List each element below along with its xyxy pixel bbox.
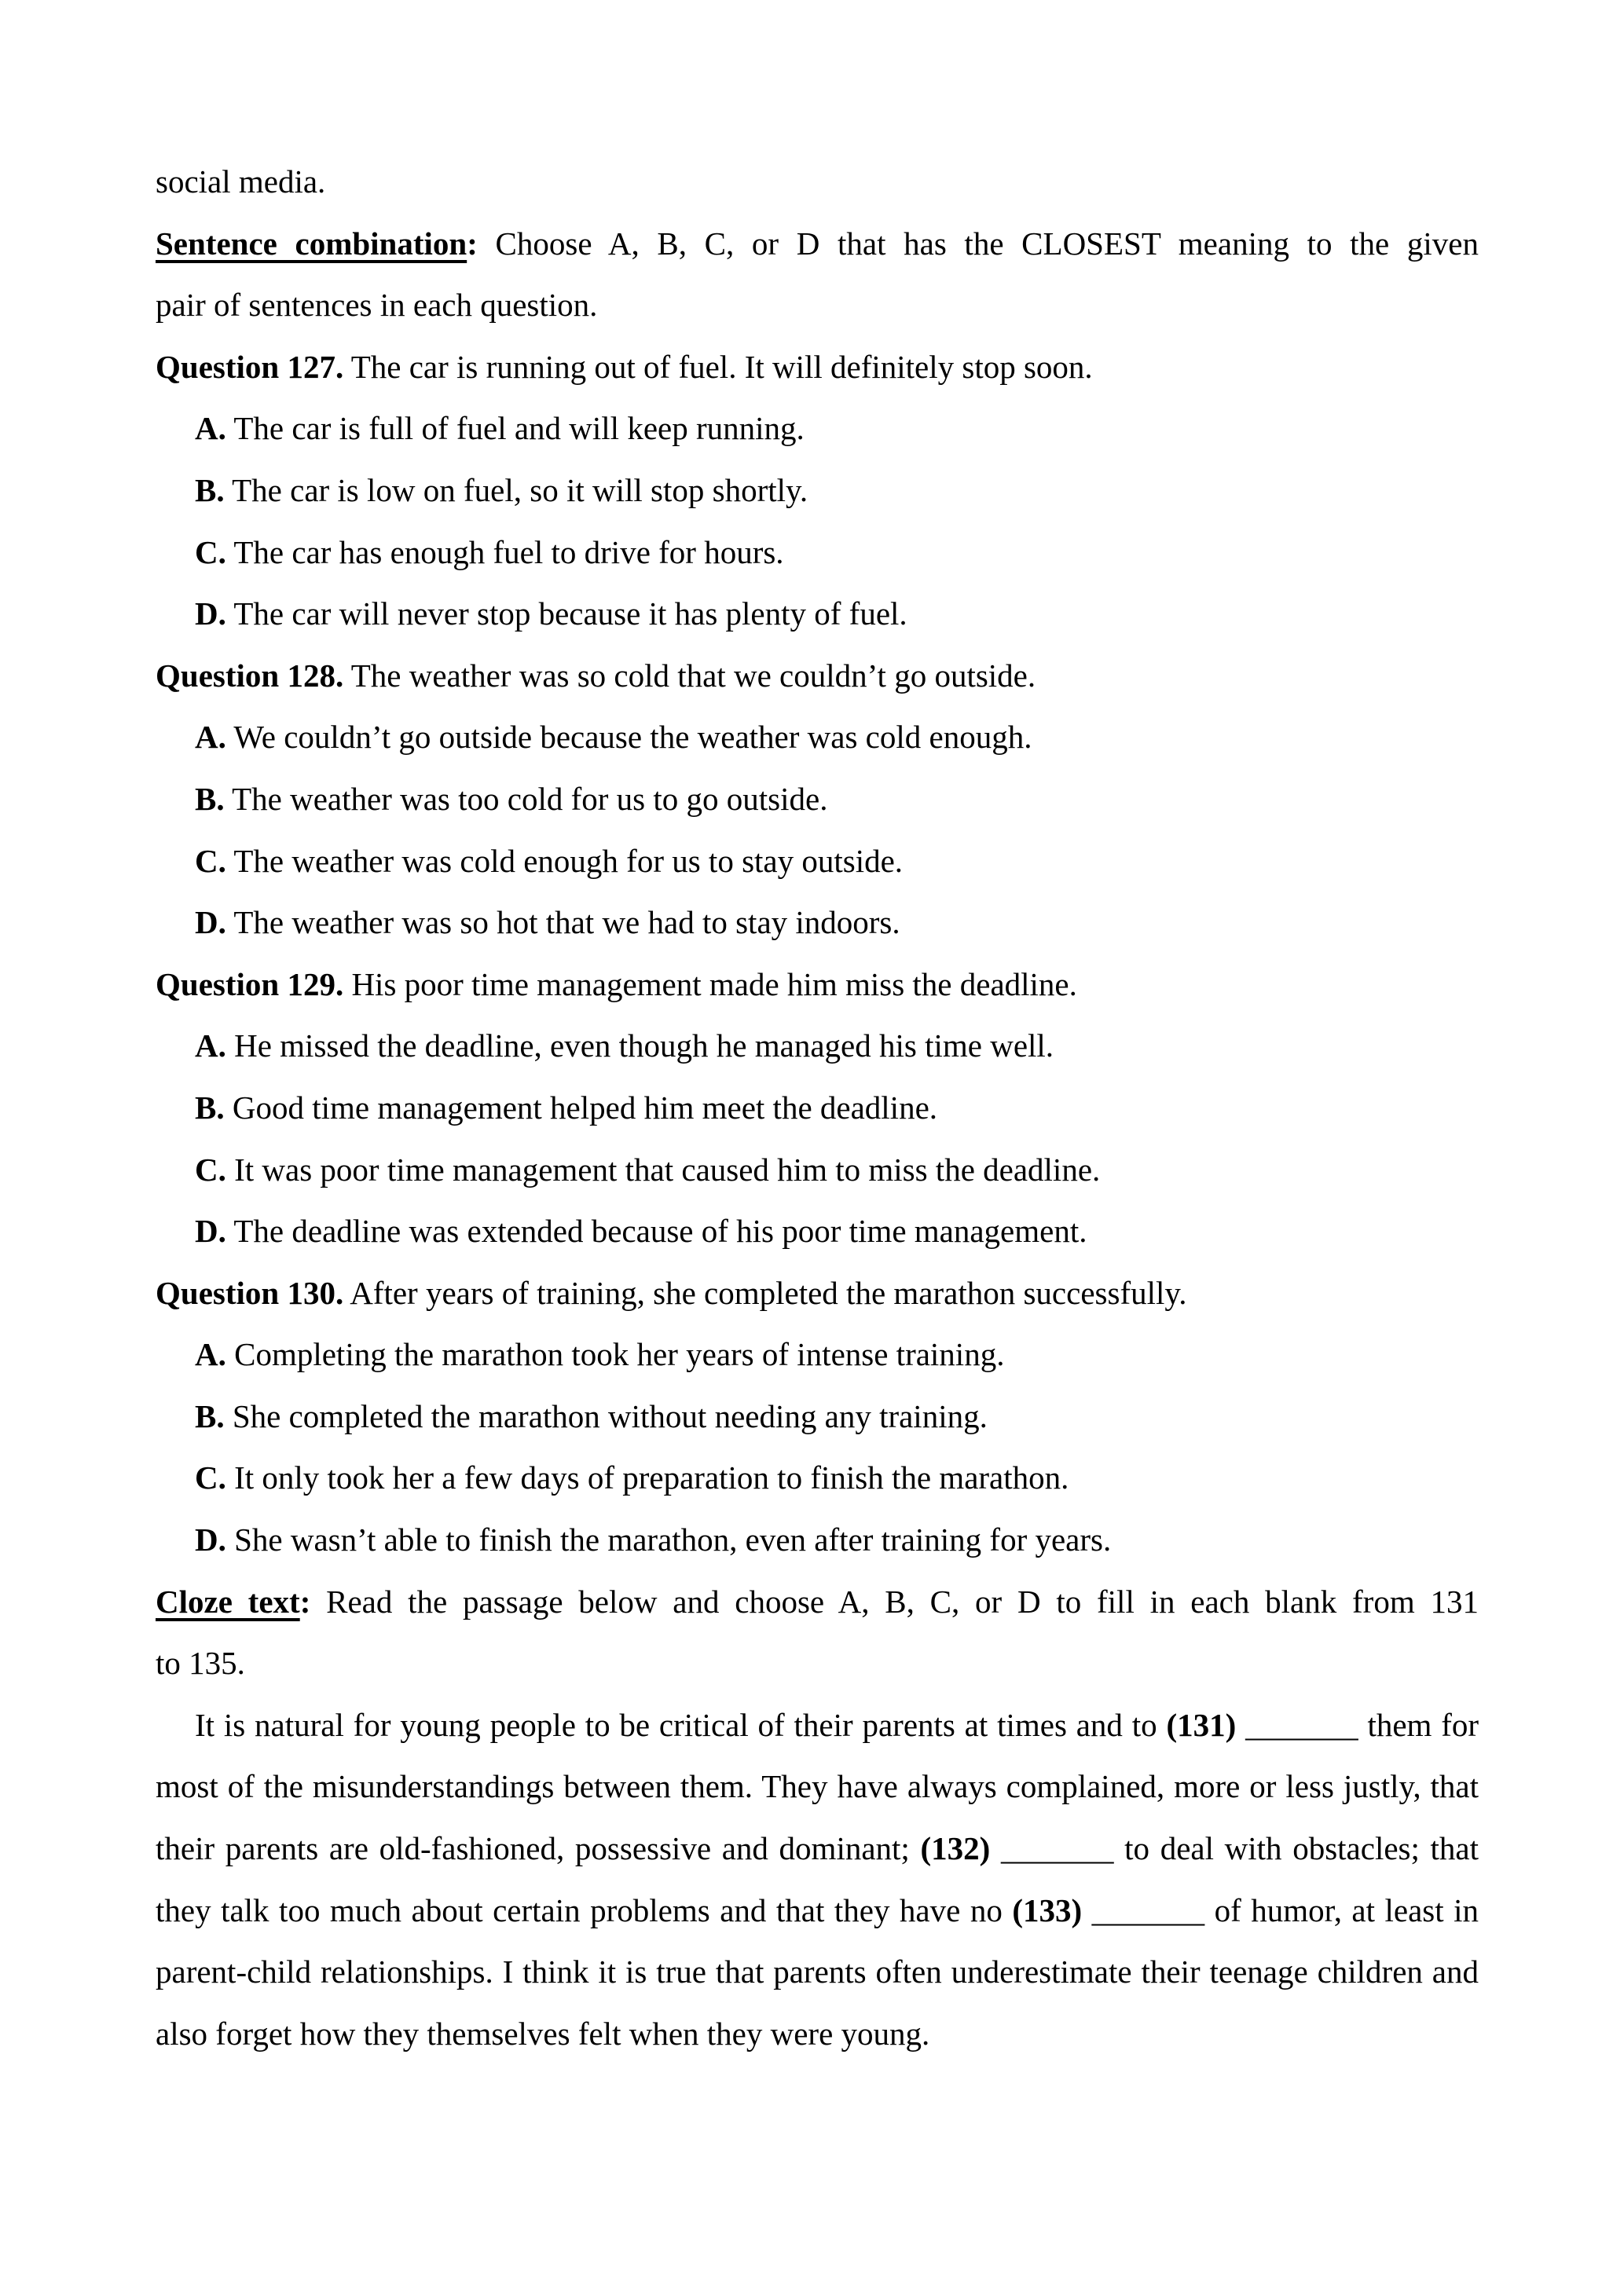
blank-131[interactable]: _______	[1245, 1706, 1358, 1743]
option-text: The weather was so hot that we had to stay indoors.	[233, 904, 900, 941]
option-d[interactable]	[156, 1200, 1479, 1262]
option-text: Completing the marathon took her years of intense training.	[234, 1336, 1005, 1373]
question-stem	[156, 954, 1479, 1016]
option-letter: A.	[195, 1336, 226, 1373]
passage-text: of humor, at least in parent-child relationships. I think it is true that parents often underestimate their teenage children and also forget how they themselves felt when they were young.	[156, 1891, 1479, 2052]
question-128	[156, 645, 1479, 954]
option-text: He missed the deadline, even though he managed his time well.	[234, 1027, 1054, 1064]
option-letter: C.	[195, 1459, 226, 1496]
question-label: Question 127.	[156, 348, 344, 385]
question-130	[156, 1262, 1479, 1571]
option-letter: B.	[195, 1397, 225, 1434]
option-letter: A.	[195, 1027, 226, 1064]
blank-number-131: (131)	[1166, 1706, 1237, 1743]
option-b[interactable]	[156, 460, 1479, 522]
option-text: The car will never stop because it has plenty of fuel.	[233, 595, 907, 632]
question-text: His poor time management made him miss the deadline.	[351, 965, 1077, 1002]
question-text: The car is running out of fuel. It will definitely stop soon.	[350, 348, 1093, 385]
option-text: The weather was cold enough for us to stay outside.	[233, 842, 904, 879]
sentence-combination-instruction	[156, 213, 1479, 275]
question-stem	[156, 645, 1479, 707]
option-letter: D.	[195, 595, 226, 632]
continuation-text: social media.	[156, 163, 326, 200]
question-text: The weather was so cold that we couldn’t go outside.	[350, 657, 1036, 694]
instruction-text: Choose A, B, C, or D that has the CLOSEST meaning to the given	[495, 225, 1479, 262]
document-page	[156, 151, 1479, 2064]
option-a[interactable]	[156, 1324, 1479, 1386]
passage-text: them for most of the misunderstandings between them. They have always complained, more or less justly, that their parents are old-fashioned, possessive and dominant;	[156, 1706, 1479, 1867]
option-letter: C.	[195, 842, 226, 879]
option-d[interactable]	[156, 892, 1479, 954]
option-text: Good time management helped him meet the deadline.	[232, 1089, 938, 1126]
option-letter: D.	[195, 904, 226, 941]
option-text: She completed the marathon without needing any training.	[232, 1397, 988, 1434]
option-text: The car is low on fuel, so it will stop shortly.	[232, 471, 808, 508]
passage-text: It is natural for young people to be critical of their parents at times and to	[195, 1706, 1157, 1743]
option-b[interactable]	[156, 768, 1479, 830]
option-a[interactable]	[156, 397, 1479, 460]
instruction-text: Read the passage below and choose A, B, C, or D to fill in each blank from 131	[326, 1583, 1479, 1620]
option-text: It only took her a few days of preparation to finish the marathon.	[234, 1459, 1069, 1496]
option-d[interactable]	[156, 1509, 1479, 1571]
option-c[interactable]	[156, 1139, 1479, 1201]
option-c[interactable]	[156, 1447, 1479, 1509]
option-text: The weather was too cold for us to go outside.	[232, 780, 828, 817]
blank-132[interactable]: _______	[1000, 1830, 1114, 1867]
cloze-instruction	[156, 1571, 1479, 1633]
option-a[interactable]	[156, 1015, 1479, 1077]
question-stem	[156, 336, 1479, 398]
question-label: Question 128.	[156, 657, 344, 694]
option-letter: B.	[195, 1089, 225, 1126]
option-letter: D.	[195, 1213, 226, 1250]
question-text: After years of training, she completed the marathon successfully.	[350, 1274, 1187, 1311]
instruction-text-cont: pair of sentences in each question.	[156, 287, 598, 324]
passage-text: to deal with obstacles; that they talk too much about certain problems and that they have no	[156, 1830, 1479, 1928]
sentence-combination-section	[156, 213, 1479, 1571]
option-c[interactable]	[156, 522, 1479, 584]
heading-colon: :	[467, 225, 478, 262]
option-letter: C.	[195, 1151, 226, 1188]
heading-colon: :	[299, 1583, 311, 1620]
option-a[interactable]	[156, 706, 1479, 768]
option-d[interactable]	[156, 583, 1479, 645]
instruction-text-cont: to 135.	[156, 1645, 245, 1682]
question-label: Question 130.	[156, 1274, 344, 1311]
option-letter: C.	[195, 533, 226, 570]
blank-number-132: (132)	[920, 1830, 991, 1867]
question-label: Question 129.	[156, 965, 344, 1002]
section-heading: Cloze text	[156, 1583, 300, 1620]
question-129	[156, 954, 1479, 1262]
question-127	[156, 336, 1479, 645]
option-b[interactable]	[156, 1386, 1479, 1448]
option-text: The car is full of fuel and will keep running.	[233, 410, 805, 447]
cloze-passage	[156, 1694, 1479, 2065]
option-text: She wasn’t able to finish the marathon, even after training for years.	[234, 1522, 1112, 1558]
option-letter: B.	[195, 471, 225, 508]
cloze-section	[156, 1571, 1479, 2065]
question-stem	[156, 1262, 1479, 1324]
option-letter: A.	[195, 719, 226, 756]
option-b[interactable]	[156, 1077, 1479, 1139]
option-text: It was poor time management that caused him to miss the deadline.	[234, 1151, 1101, 1188]
option-c[interactable]	[156, 830, 1479, 892]
option-text: We couldn’t go outside because the weather was cold enough.	[233, 719, 1032, 756]
section-heading: Sentence combination	[156, 225, 467, 262]
option-letter: B.	[195, 780, 225, 817]
option-text: The car has enough fuel to drive for hours.	[233, 533, 784, 570]
option-letter: D.	[195, 1522, 226, 1558]
blank-number-133: (133)	[1012, 1891, 1083, 1928]
option-letter: A.	[195, 410, 226, 447]
option-text: The deadline was extended because of his poor time management.	[233, 1213, 1087, 1250]
blank-133[interactable]: _______	[1091, 1891, 1205, 1928]
